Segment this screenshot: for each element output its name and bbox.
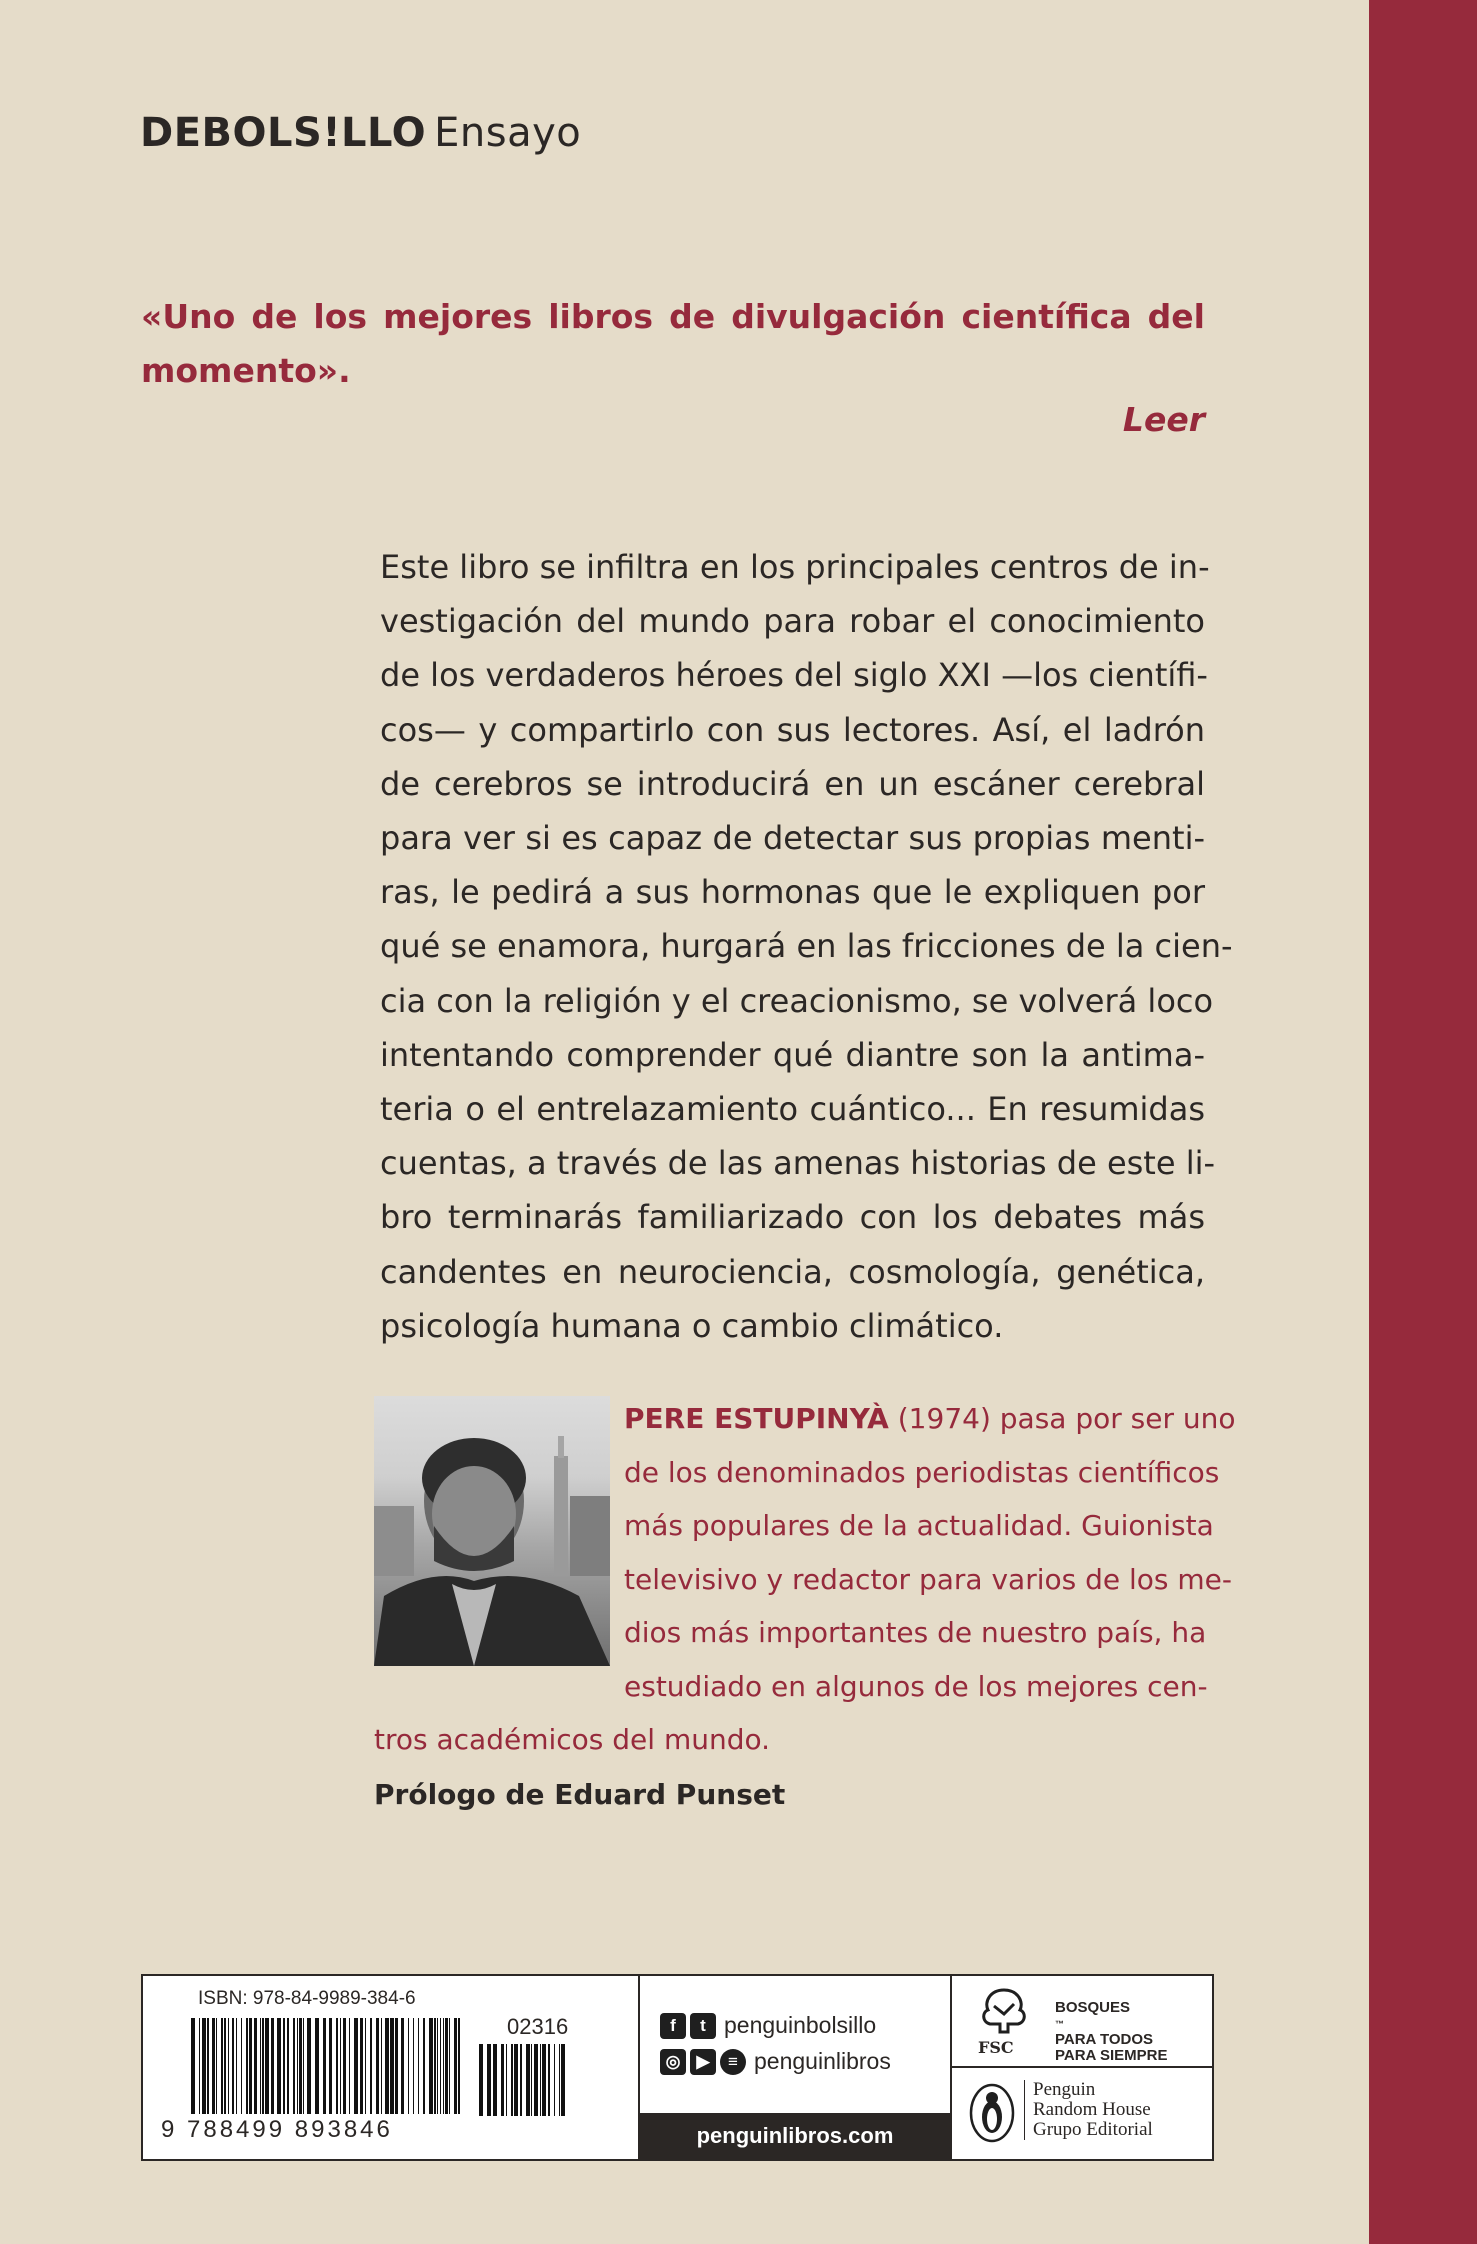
social-row — [660, 2048, 891, 2075]
addon-barcode — [479, 2044, 569, 2118]
publisher-line: Penguin — [1033, 2079, 1096, 2100]
fsc-slogan — [1055, 2000, 1168, 2064]
spine-strip — [1369, 0, 1477, 2244]
social-row — [660, 2012, 876, 2039]
spotify-icon: ≡ — [720, 2049, 746, 2075]
instagram-icon: ◎ — [660, 2049, 686, 2075]
imprint-logo: DEBOLS!LLO — [140, 110, 427, 156]
social-handle: penguinlibros — [754, 2048, 891, 2074]
publisher-panel — [952, 2068, 1212, 2159]
social-handle: penguinbolsillo — [724, 2012, 877, 2038]
isbn: ISBN: 978-84-9989-384-6 — [198, 1988, 416, 2009]
fsc-tree-icon — [976, 1986, 1032, 2036]
bio-line: más populares de la actualidad. Guionista — [624, 1509, 1214, 1542]
trademark: ™ — [1055, 2019, 1064, 2029]
description-line: de cerebros se introducirá en un escáner cerebral — [380, 764, 1205, 803]
fsc-label: FSC — [978, 2038, 1014, 2057]
website: penguinlibros.com — [640, 2113, 950, 2159]
bio-first-line — [624, 1392, 1236, 1446]
publisher-line: Random House — [1033, 2099, 1151, 2120]
description-line: candentes en neurociencia, cosmología, genética, — [380, 1252, 1205, 1291]
price-code: 02316 — [507, 2014, 569, 2039]
bio-line: estudiado en algunos de los mejores cen- — [624, 1669, 1208, 1703]
fsc-slogan-line: BOSQUES — [1055, 1999, 1131, 2016]
description-line: ras, le pedirá a sus hormonas que le expliquen por — [380, 873, 1205, 912]
author-bio — [374, 1392, 1236, 1767]
bio-line: tros académicos del mundo. — [374, 1723, 771, 1756]
quote-source: Leer — [1122, 400, 1205, 439]
fsc-slogan-line: PARA SIEMPRE — [1055, 2047, 1168, 2064]
publisher-line: Grupo Editorial — [1033, 2119, 1153, 2140]
bio-line: televisivo y redactor para varios de los me- — [624, 1562, 1233, 1596]
author-name: PERE ESTUPINYÀ — [624, 1402, 889, 1435]
barcode-digits: 9 788499 893846 — [161, 2116, 393, 2143]
publisher-imprint — [140, 110, 581, 156]
back-cover-info-box — [141, 1974, 1214, 2161]
description-line: vestigación del mundo para robar el conocimiento — [380, 602, 1205, 641]
bio-line: dios más importantes de nuestro país, ha — [624, 1616, 1207, 1649]
press-quote: «Uno de los mejores libros de divulgación científica del momento». — [141, 297, 1205, 390]
description-line: intentando comprender qué diantre son la antima- — [380, 1035, 1205, 1074]
description-line: Este libro se infiltra en los principales centros de in- — [380, 548, 1210, 586]
facebook-icon: f — [660, 2013, 686, 2039]
description-line: cuentas, a través de las amenas historias de este li- — [380, 1144, 1216, 1183]
penguin-icon — [968, 2082, 1016, 2144]
bio-first-text: (1974) pasa por ser uno — [888, 1402, 1236, 1435]
description-line: cos— y compartirlo con sus lectores. Así, el ladrón — [380, 710, 1205, 749]
twitter-icon: t — [690, 2013, 716, 2039]
ean-barcode — [191, 2018, 461, 2118]
barcode-panel — [143, 1976, 638, 2159]
prologue-credit: Prólogo de Eduard Punset — [374, 1778, 786, 1811]
description-line: psicología humana o cambio climático. — [380, 1306, 1004, 1345]
book-description — [380, 540, 1233, 1353]
description-line: de los verdaderos héroes del siglo XXI —los científi- — [380, 656, 1208, 695]
collection-name: Ensayo — [434, 110, 582, 156]
fsc-slogan-line: PARA TODOS — [1055, 2031, 1154, 2048]
description-line: qué se enamora, hurgará en las fricciones de la cien- — [380, 927, 1233, 966]
description-line: cia con la religión y el creacionismo, se volverá loco — [380, 981, 1214, 1020]
social-panel — [638, 1976, 952, 2159]
description-line: para ver si es capaz de detectar sus propias menti- — [380, 819, 1205, 858]
fsc-panel — [952, 1976, 1212, 2068]
description-line: teria o el entrelazamiento cuántico... En resumidas — [380, 1090, 1205, 1129]
publisher-name — [1024, 2080, 1153, 2140]
youtube-icon: ▶ — [690, 2049, 716, 2075]
bio-line: de los denominados periodistas científicos — [624, 1455, 1220, 1489]
description-line: bro terminarás familiarizado con los debates más — [380, 1198, 1205, 1237]
